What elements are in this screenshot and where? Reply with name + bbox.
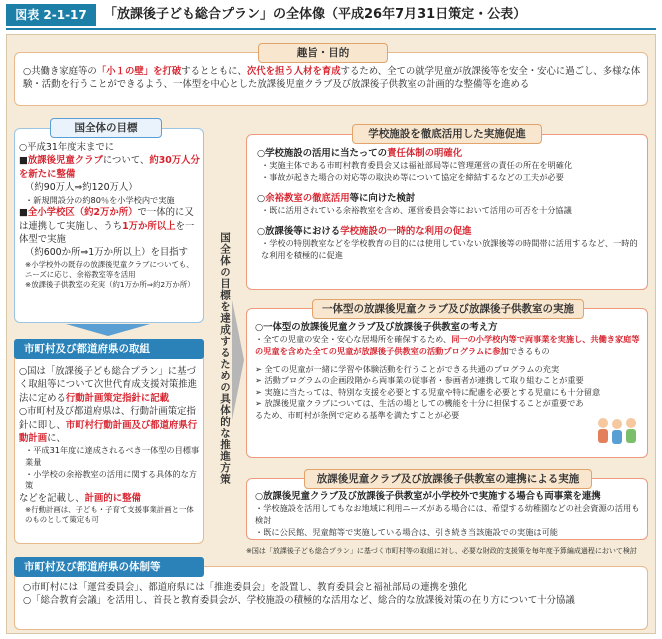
- vertical-label: 国全体の目標を達成するための具体的な推進方策: [219, 232, 231, 485]
- figure-number: 図表 2-1-17: [6, 4, 96, 26]
- national-goals-box: [14, 128, 204, 323]
- system-heading: 市町村及び都道府県の体制等: [14, 557, 204, 577]
- integrated-content: ○一体型の放課後児童クラブ及び放課後子供教室の考え方 ・全ての児童の安全・安心な居場所を確保するため、同一の小学校内等で両事業を実施し、共働き家庭等の児童を含めた全ての児童が放課後子供教室の活動プログラムに参加できるもの ➢ 全ての児童が一緒に学習や体験活動を行うことができる共通のプログラムの充実 ➢ 活動プログラムの企画段階から両事業の従事者・参画者が連携して取り組むことが重要 ➢ 実施に当たっては、特別な支援を必要とする児童や特に配慮を必要とする児童にも十分留意 ➢ 放課後児童クラブについては、生活の場としての機能を十分に担保することが重要であるため、市町村が条例で定める基準を満たすことが必要: [255, 322, 640, 420]
- municipal-efforts-box: [14, 348, 204, 544]
- purpose-text: ○共働き家庭等の「小１の壁」を打破するとともに、次代を担う人材を育成するため、全ての就学児童が放課後等を安全・安心に過ごし、多様な体験・活動を行うことができるよう、一体型を中心とした放課後児童クラブ及び放課後子供教室の計画的な整備等を進める: [23, 66, 641, 91]
- integrated-box: [246, 308, 648, 458]
- system-content: ○市町村には「運営委員会」、都道府県には「推進委員会」を設置し、教育委員会と福祉部局の連携を強化 ○「総合教育会議」を活用し、首長と教育委員会が、学校施設の積極的な活用など、総合的な放課後対策の在り方について十分協議: [23, 582, 575, 607]
- header-rule: [6, 28, 656, 30]
- figure-header: [0, 0, 662, 30]
- cooperation-heading: 放課後児童クラブ及び放課後子供教室の連携による実施: [304, 469, 592, 489]
- national-goals-heading: 国全体の目標: [50, 118, 162, 138]
- municipal-efforts-text: ○国は「放課後子ども総合プラン」に基づく取組等について次世代育成支援対策推進法に定める行動計画策定指針に記載 ○市町村及び都道府県は、行動計画策定指針に即し、市町村行動計画及び都道府県行動計画に、 ・平成31年度に達成されるべき一体型の目標事業量 ・小学校の余裕教室の活用に関する具体的な方策 などを記載し、計画的に整備 ※行動計画は、子ども・子育て支援事業計画と一体のものとして策定も可: [19, 366, 200, 525]
- right-arrow: [232, 300, 244, 420]
- children-illustration: [593, 415, 639, 449]
- cooperation-content: ○放課後児童クラブ及び放課後子供教室が小学校外で実施する場合も両事業を連携 ・学校施設を活用してもなお地域に利用ニーズがある場合には、希望する幼稚園などの社会資源の活用も検討 ・既に公民館、児童館等で実施している場合は、引き続き当該施設での実施は可能: [255, 491, 640, 537]
- down-arrow: [66, 324, 150, 336]
- national-goals-text: ○平成31年度末までに ■放課後児童クラブについて、約30万人分を新たに整備 （約90万人⇒約120万人） ・新規開設分の約80％を小学校内で実施 ■全小学校区（約2万か所）で一体的に又は連携して実施し、うち1万か所以上を一体型で実施 （約600か所⇒1万か所以上）を目指す ※小学校外の既存の放課後児童クラブについても、ニーズに応じ、余裕教室等を活用 ※放課後子供教室の充実（約1万か所⇒約2万か所）: [19, 142, 200, 289]
- school-facilities-content: ○学校施設の活用に当たっての責任体制の明確化 ・実施主体である市町村教育委員会又は福祉部局等に管理運営の責任の所在を明確化 ・事故が起きた場合の対応等の取決め等について協定を締結するなどの工夫が必要 ○余裕教室の徹底活用等に向けた検討 ・既に活用されている余裕教室を含め、運営委員会等において活用の可否を十分協議 ○放課後等における学校施設の一時的な利用の促進 ・学校の特別教室などを学校教育の目的には使用していない放課後等の時間帯に活用するなど、一時的な利用を積極的に促進: [257, 148, 638, 260]
- school-facilities-heading: 学校施設を徹底活用した実施促進: [352, 124, 542, 144]
- integrated-heading: 一体型の放課後児童クラブ及び放課後子供教室の実施: [312, 299, 584, 319]
- children-icon: [593, 415, 639, 449]
- footnote: ※国は「放課後子ども総合プラン」に基づく市町村等の取組に対し、必要な財政的支援策を毎年度予算編成過程において検討: [246, 547, 637, 555]
- municipal-efforts-heading: 市町村及び都道府県の取組: [14, 339, 204, 359]
- figure-title: 「放課後子ども総合プラン」の全体像（平成26年7月31日策定・公表）: [104, 7, 527, 22]
- school-facilities-box: [246, 134, 648, 290]
- purpose-heading: 趣旨・目的: [258, 43, 388, 63]
